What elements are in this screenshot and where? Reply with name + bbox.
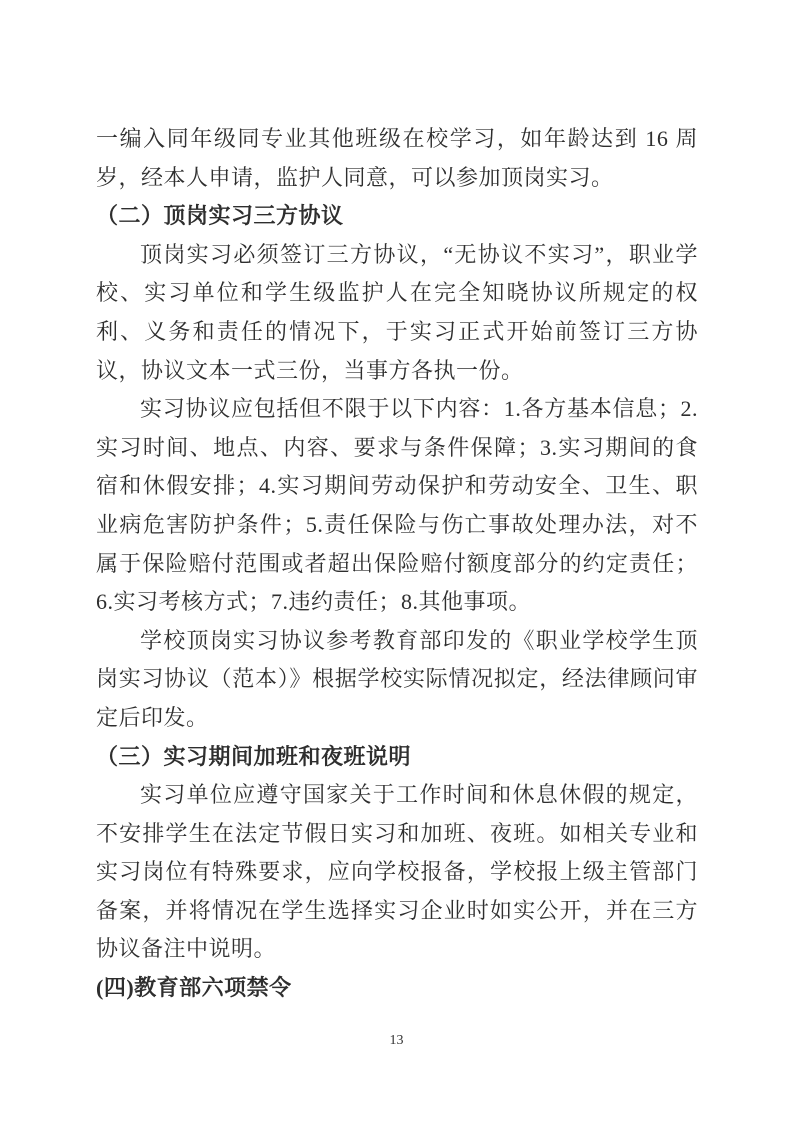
body-paragraph-agreement-template: 学校顶岗实习协议参考教育部印发的《职业学校学生顶岗实习协议（范本）》根据学校实际情况拟定，经法律顾问审定后印发。 xyxy=(96,627,698,730)
section-heading-two: （二）顶岗实习三方协议 xyxy=(96,203,344,229)
section-heading-three: （三）实习期间加班和夜班说明 xyxy=(96,743,412,769)
body-paragraph-tripartite-agreement: 顶岗实习必须签订三方协议，“无协议不实习”，职业学校、实习单位和学生级监护人在完全知晓协议所规定的权利、义务和责任的情况下，于实习正式开始前签订三方协议，协议文本一式三份，当事方各执一份。 xyxy=(96,241,698,383)
page-number: 13 xyxy=(389,1033,404,1048)
document-body xyxy=(96,120,698,1008)
body-paragraph-overtime-nightshift: 实习单位应遵守国家关于工作时间和休息休假的规定，不安排学生在法定节假日实习和加班、夜班。如相关专业和实习岗位有特殊要求，应向学校报备，学校报上级主管部门备案，并将情况在学生选择实习企业时如实公开，并在三方协议备注中说明。 xyxy=(96,782,698,962)
section-heading-four: (四)教育部六项禁令 xyxy=(96,975,292,1001)
body-paragraph-agreement-contents: 实习协议应包括但不限于以下内容：1.各方基本信息；2.实习时间、地点、内容、要求与条件保障；3.实习期间的食宿和休假安排；4.实习期间劳动保护和劳动安全、卫生、职业病危害防护条件；5.责任保险与伤亡事故处理办法，对不属于保险赔付范围或者超出保险赔付额度部分的约定责任；6.实习考核方式；7.违约责任；8.其他事项。 xyxy=(96,396,698,615)
body-paragraph-continuation: 一编入同年级同专业其他班级在校学习，如年龄达到 16 周岁，经本人申请，监护人同意，可以参加顶岗实习。 xyxy=(96,126,698,190)
